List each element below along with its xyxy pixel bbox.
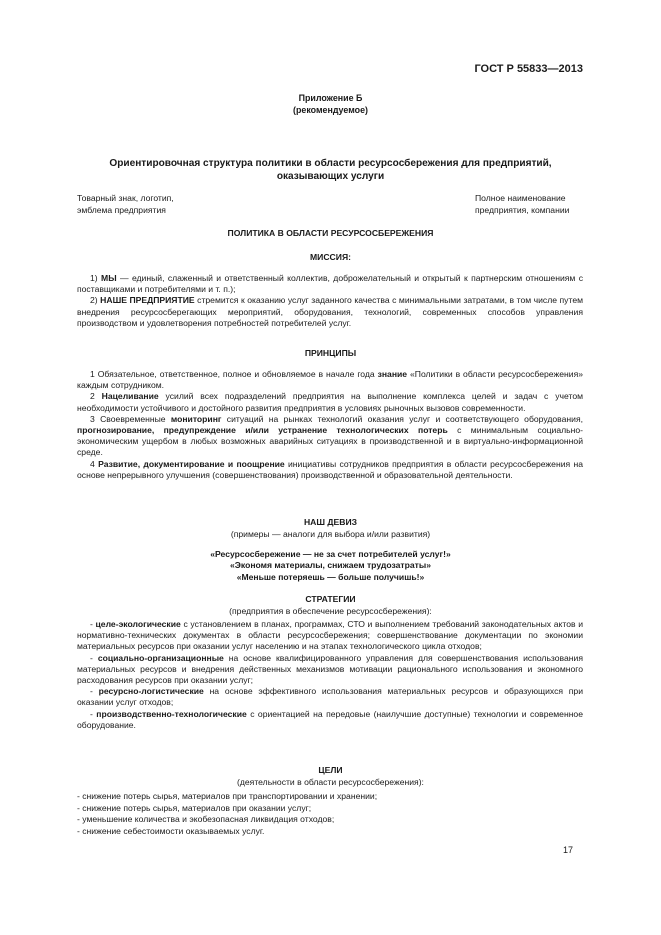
strategies-subheading: (предприятия в обеспечение ресурсосбережения): (229, 606, 432, 616)
company-line1: Полное наименование (475, 193, 566, 203)
mission-item: 1) МЫ — единый, слаженный и ответственный коллектив, доброжелательный и открытый к партнерским отношениям с поставщиками и потребителями и т. п.); (77, 273, 583, 295)
logo-line2: эмблема предприятия (77, 205, 166, 215)
goal-item: - снижение потерь сырья, материалов при оказании услуг; (77, 802, 312, 813)
document-title-line2: оказывающих услуги (276, 171, 385, 182)
principle-item: 2 Нацеливание усилий всех подразделений предприятия на выполнение комплекса целей и задач с учетом необходимости устойчивого и достойного развития предприятия в условиях рыночных вызовов современности. (77, 391, 584, 413)
strategy-item: - социально-организационные на основе квалифицированного управления для совершенствования использования материальных ресурсов и внедрения действенных механизмов мотивации рационального использования и экономного расходования ресурсов при оказании услуг; (77, 652, 583, 686)
annex-title: Приложение Б (298, 93, 363, 103)
motto-lines (0, 549, 661, 583)
mission-item: 2) НАШЕ ПРЕДПРИЯТИЕ стремится к оказанию услуг заданного качества с минимальными затратами, в том числе путем внедрения ресурсосберегающих мероприятий, оборудования, технологий, современных способов управления производством и удовлетворения потребностей потребителей услуг. (77, 295, 584, 328)
page-number: 17 (563, 845, 574, 855)
motto-line: «Меньше потеряешь — больше получишь!» (236, 571, 425, 582)
principles-heading: ПРИНЦИПЫ (304, 348, 357, 358)
company-name-block (475, 192, 569, 216)
goals-subheading: (деятельности в области ресурсосбережения): (237, 777, 424, 787)
strategies-section (77, 619, 583, 731)
policy-heading: ПОЛИТИКА В ОБЛАСТИ РЕСУРСОСБЕРЕЖЕНИЯ (227, 228, 434, 238)
motto-heading: НАШ ДЕВИЗ (303, 517, 358, 527)
company-line2: предприятия, компании (475, 205, 570, 215)
strategies-heading: СТРАТЕГИИ (305, 594, 356, 604)
goal-item: - снижение потерь сырья, материалов при транспортировании и хранении; (77, 791, 378, 801)
strategy-item: - производственно-технологические с ориентацией на передовые (наилучшие доступные) технологии и современное оборудование. (77, 708, 583, 730)
strategy-item: - целе-экологические с установлением в планах, программах, СТО и выполнением требований законодательных актов и нормативно-технических документах в области ресурсосбережения; совершенствование документации по экономии материальных ресурсов при оказании услуг населению и на этапах технологического цикла отходов; (77, 619, 583, 652)
mission-heading: МИССИЯ: (310, 252, 351, 262)
logo-line1: Товарный знак, логотип, (77, 193, 174, 203)
goal-item: - уменьшение количества и экобезопасная ликвидация отходов; (77, 814, 335, 825)
motto-line: «Экономя материалы, снижаем трудозатраты» (230, 560, 431, 571)
document-title (60, 157, 601, 183)
goals-list (77, 791, 583, 837)
annex-status: (рекомендуемое) (293, 104, 368, 115)
strategy-item: - ресурсно-логистические на основе эффективного использования материальных ресурсов и образующихся при оказании услуг отходов; (77, 686, 583, 708)
document-title-line1: Ориентировочная структура политики в области ресурсосбережения для предприятий, (109, 158, 552, 169)
principle-item: 1 Обязательное, ответственное, полное и обновляемое в начале года знание «Политики в области ресурсосбережения» каждым сотрудником. (77, 369, 583, 391)
goals-heading: ЦЕЛИ (318, 765, 343, 775)
motto-subheading: (примеры — аналоги для выбора и/или развития) (230, 529, 431, 539)
principle-item: 3 Своевременные мониторинг ситуаций на рынках технологий оказания услуг и соответствующего оборудования, прогнозирование, предупреждение и/или устранение технологических потерь с минимальным социально-экономическим ущербом в любых возможных аварийных ситуациях в производственной и в виртуально-информационной среде. (77, 413, 583, 458)
principles-section (77, 369, 583, 481)
mission-section (77, 273, 583, 329)
logo-placeholder-block (77, 192, 174, 216)
principle-item: 4 Развитие, документирование и поощрение инициативы сотрудников предприятия в области ресурсосбережения на основе непрерывного улучшения (совершенствования) производственной и образовательной деятельности. (77, 458, 583, 480)
annex-heading (0, 93, 661, 116)
goal-item: - снижение себестоимости оказываемых услуг. (77, 825, 265, 836)
motto-line: «Ресурсосбережение — не за счет потребителей услуг!» (210, 549, 451, 559)
standard-number: ГОСТ Р 55833—2013 (474, 63, 583, 75)
